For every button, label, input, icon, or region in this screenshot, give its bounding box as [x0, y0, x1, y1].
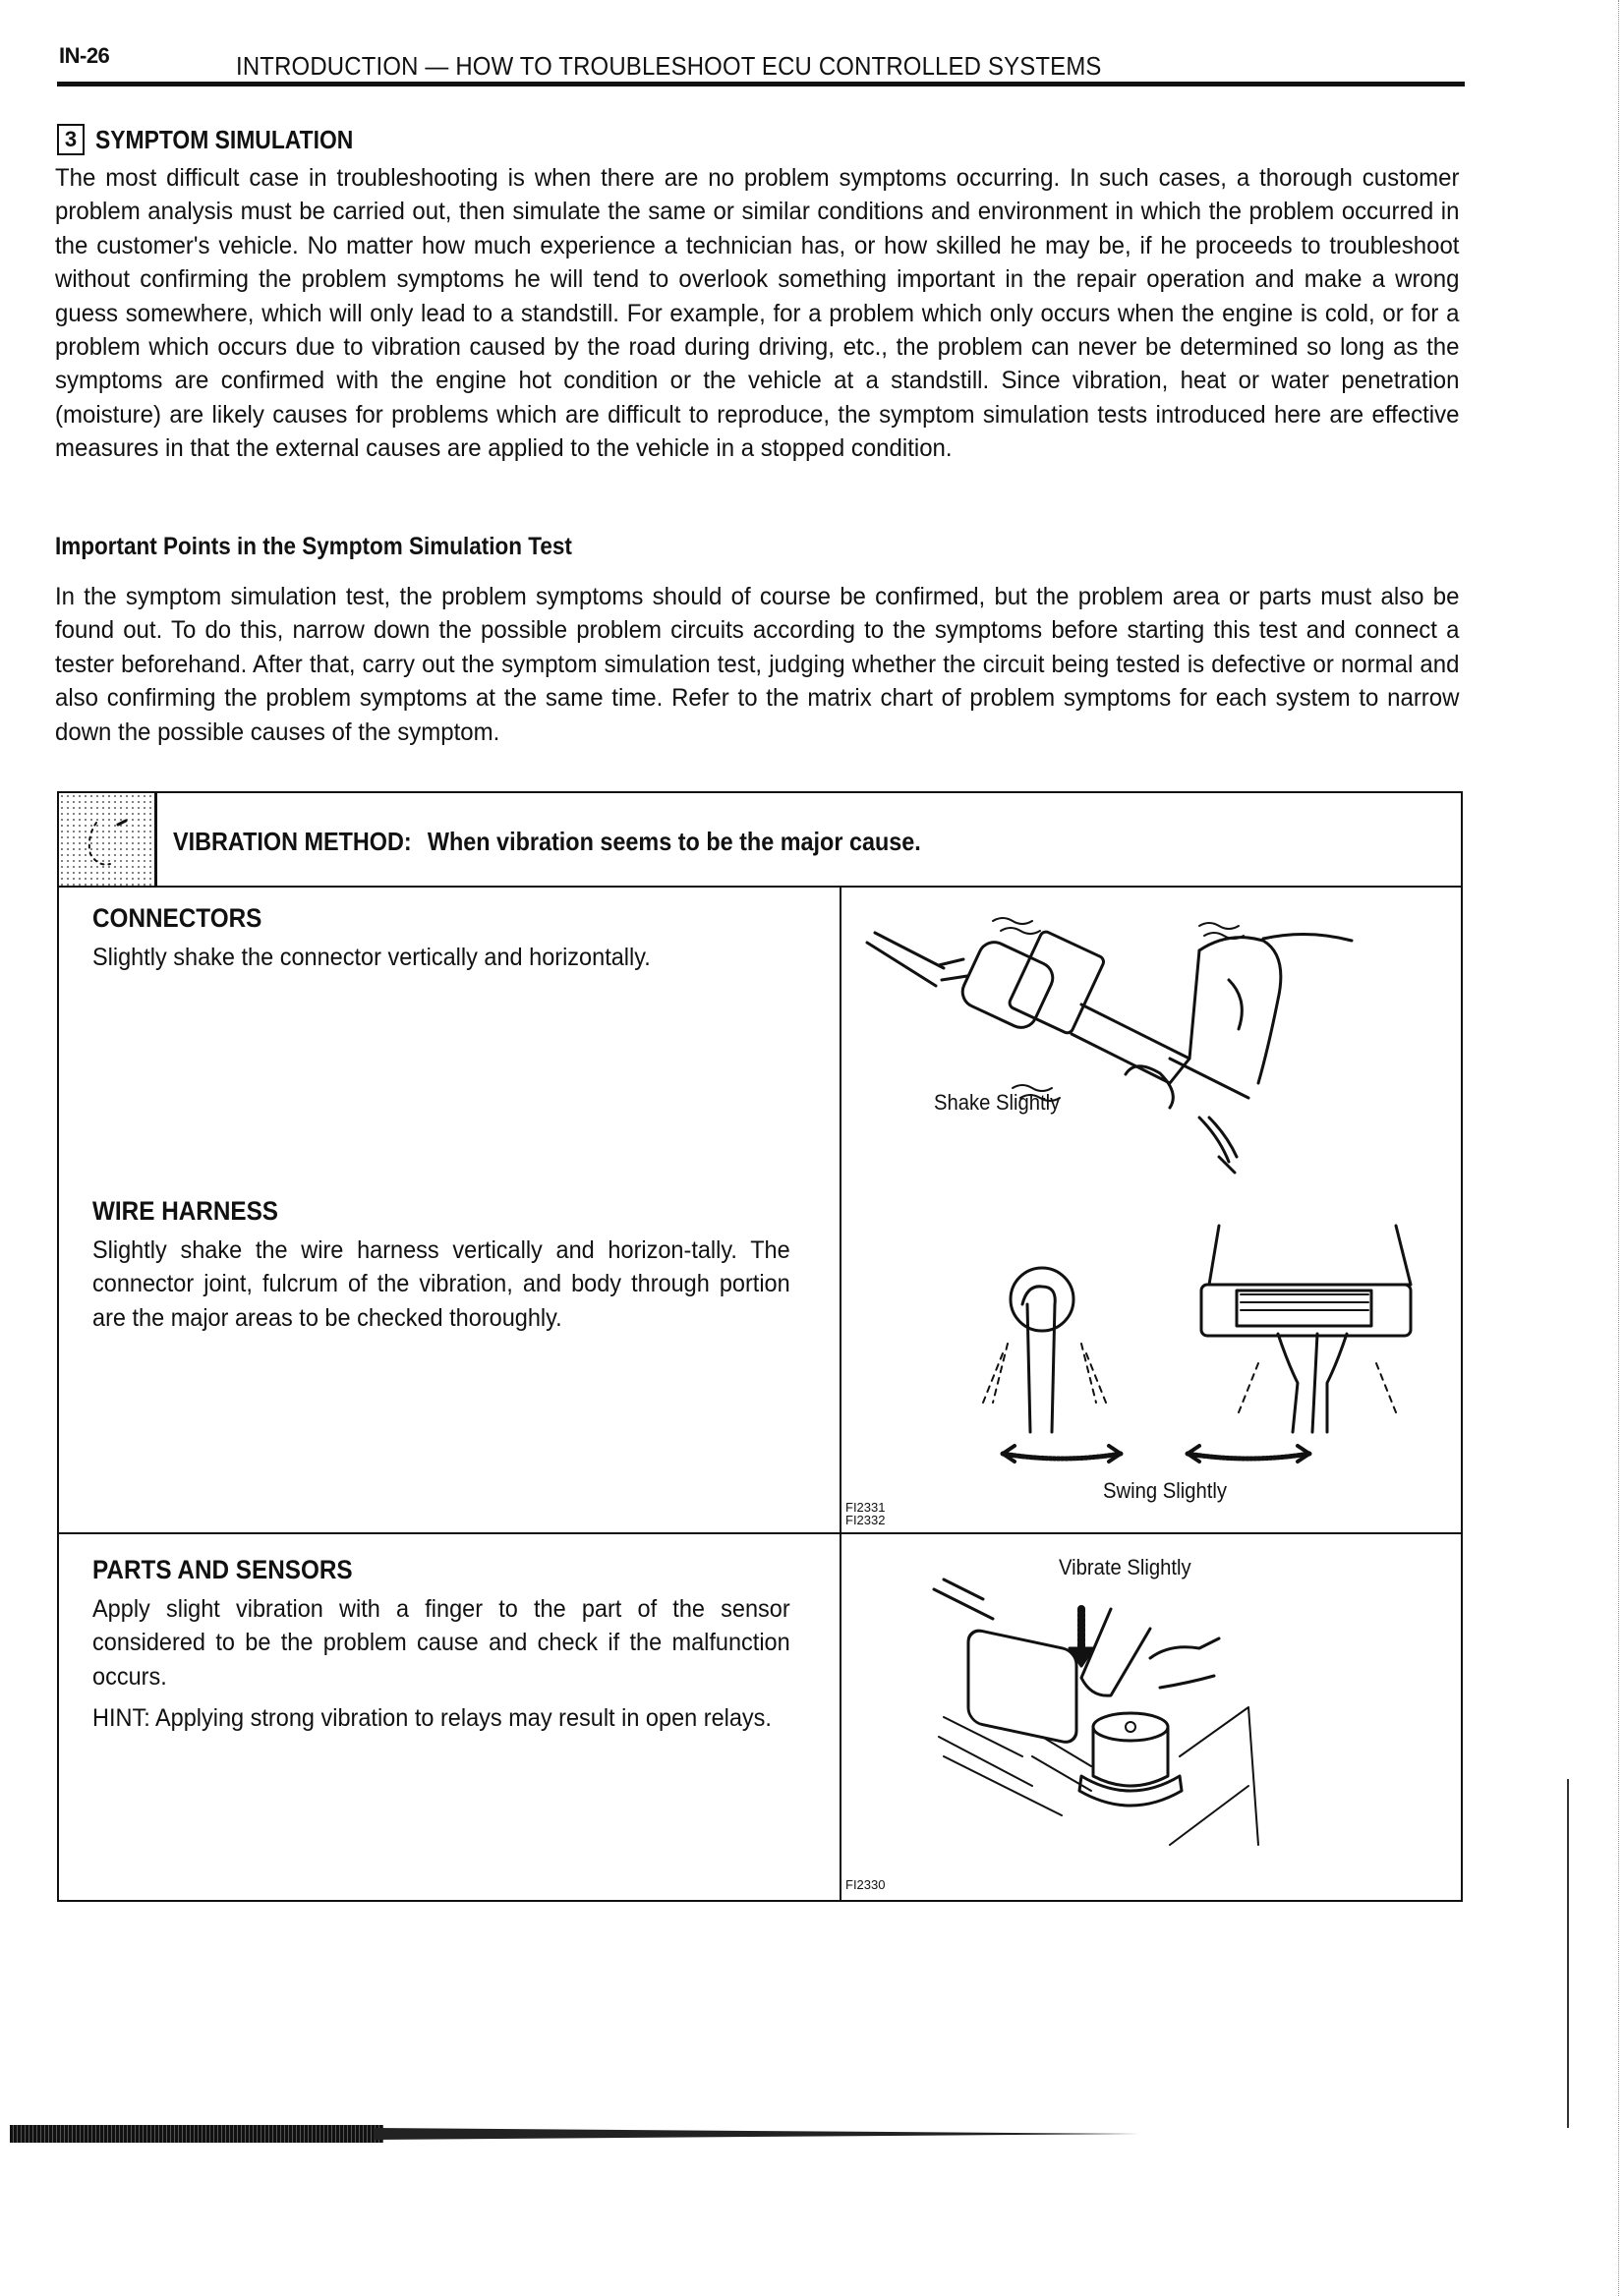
vibration-icon-glyph — [59, 793, 157, 886]
figure-code: FI2330 — [845, 1877, 886, 1892]
relay-vibration-illustration — [924, 1589, 1435, 1865]
wire-harness-heading: WIRE HARNESS — [92, 1196, 279, 1226]
points-heading: Important Points in the Symptom Simulation Test — [55, 533, 572, 560]
page-number: IN-26 — [59, 43, 110, 68]
method-subtitle: When vibration seems to be the major cause. — [427, 827, 921, 856]
method-title — [173, 827, 921, 857]
figure-code: FI2332 — [845, 1513, 886, 1527]
section-number-box: 3 — [57, 124, 85, 155]
parts-sensors-heading: PARTS AND SENSORS — [92, 1555, 353, 1584]
header-rule — [57, 82, 1465, 86]
connector-hand-illustration — [1199, 1118, 1278, 1186]
shake-slightly-label: Shake Slightly — [934, 1090, 1061, 1115]
method-title-label: VIBRATION METHOD: — [173, 827, 412, 856]
page-edge — [1618, 0, 1620, 2296]
wire-harness-text: Slightly shake the wire harness vertically and horizon-tally. The connector joint, fulcrum of the vibration, and body through portion are the major areas to be checked thoroughly. — [92, 1236, 790, 1332]
vibrate-slightly-label: Vibrate Slightly — [1059, 1555, 1191, 1579]
running-header: INTRODUCTION — HOW TO TROUBLESHOOT ECU CONTROLLED SYSTEMS — [236, 51, 1102, 81]
intro-paragraph: The most difficult case in troubleshooting is when there are no problem symptoms occurring. In such cases, a thorough customer problem analysis must be carried out, then simulate the same or similar conditions and environment in which the problem occurred in the customer's vehicle. No matter how much experience a technician has, or how skilled he may be, if he proceeds to troubleshoot without confirming the problem symptoms he will tend to overlook something important in the repair operation and make a wrong guess somewhere, which will only lead to a standstill. For example, for a problem which only occurs when the engine is cold, or for a problem which occurs due to vibration caused by the road during driving, etc., the problem can never be determined so long as the symptoms are confirmed with the engine hot condition or the vehicle at a standstill. Since vibration, heat or water penetration (moisture) are likely causes for problems which are difficult to reproduce, the symptom simulation tests introduced here are effective measures in that the external causes are applied to the vehicle in a stopped condition. — [55, 164, 1460, 463]
footer-shading — [10, 2125, 383, 2143]
margin-mark — [1567, 1779, 1569, 2128]
connectors-heading: CONNECTORS — [92, 903, 262, 933]
swing-slightly-label: Swing Slightly — [1103, 1478, 1227, 1503]
hint-text: HINT: Applying strong vibration to relays may result in open relays. — [92, 1704, 772, 1732]
points-paragraph: In the symptom simulation test, the problem symptoms should of course be confirmed, but the problem area or parts must also be found out. To do this, narrow down the possible problem circuits according to the symptoms before starting this test and connect a tester beforehand. After that, carry out the symptom simulation test, judging whether the circuit being tested is defective or normal and also confirming the problem symptoms at the same time. Refer to the matrix chart of problem symptoms for each system to narrow down the possible causes of the symptom. — [55, 583, 1460, 746]
row-divider — [59, 1532, 1461, 1534]
column-divider — [840, 888, 841, 1902]
footer-rule — [374, 2128, 1140, 2140]
swing-arrow-left — [924, 1442, 1435, 1471]
method-header — [59, 793, 1461, 888]
connectors-text: Slightly shake the connector vertically and horizontally. — [92, 944, 651, 971]
section-title: SYMPTOM SIMULATION — [95, 125, 354, 154]
figure-code: FI2331 — [845, 1500, 886, 1515]
vibration-icon — [59, 793, 157, 886]
connector-illustration — [875, 911, 1425, 1118]
vibration-method-table — [57, 791, 1463, 1902]
parts-sensors-text: Apply slight vibration with a finger to the part of the sensor considered to be the problem cause and check if the malfunction occurs. — [92, 1595, 790, 1691]
